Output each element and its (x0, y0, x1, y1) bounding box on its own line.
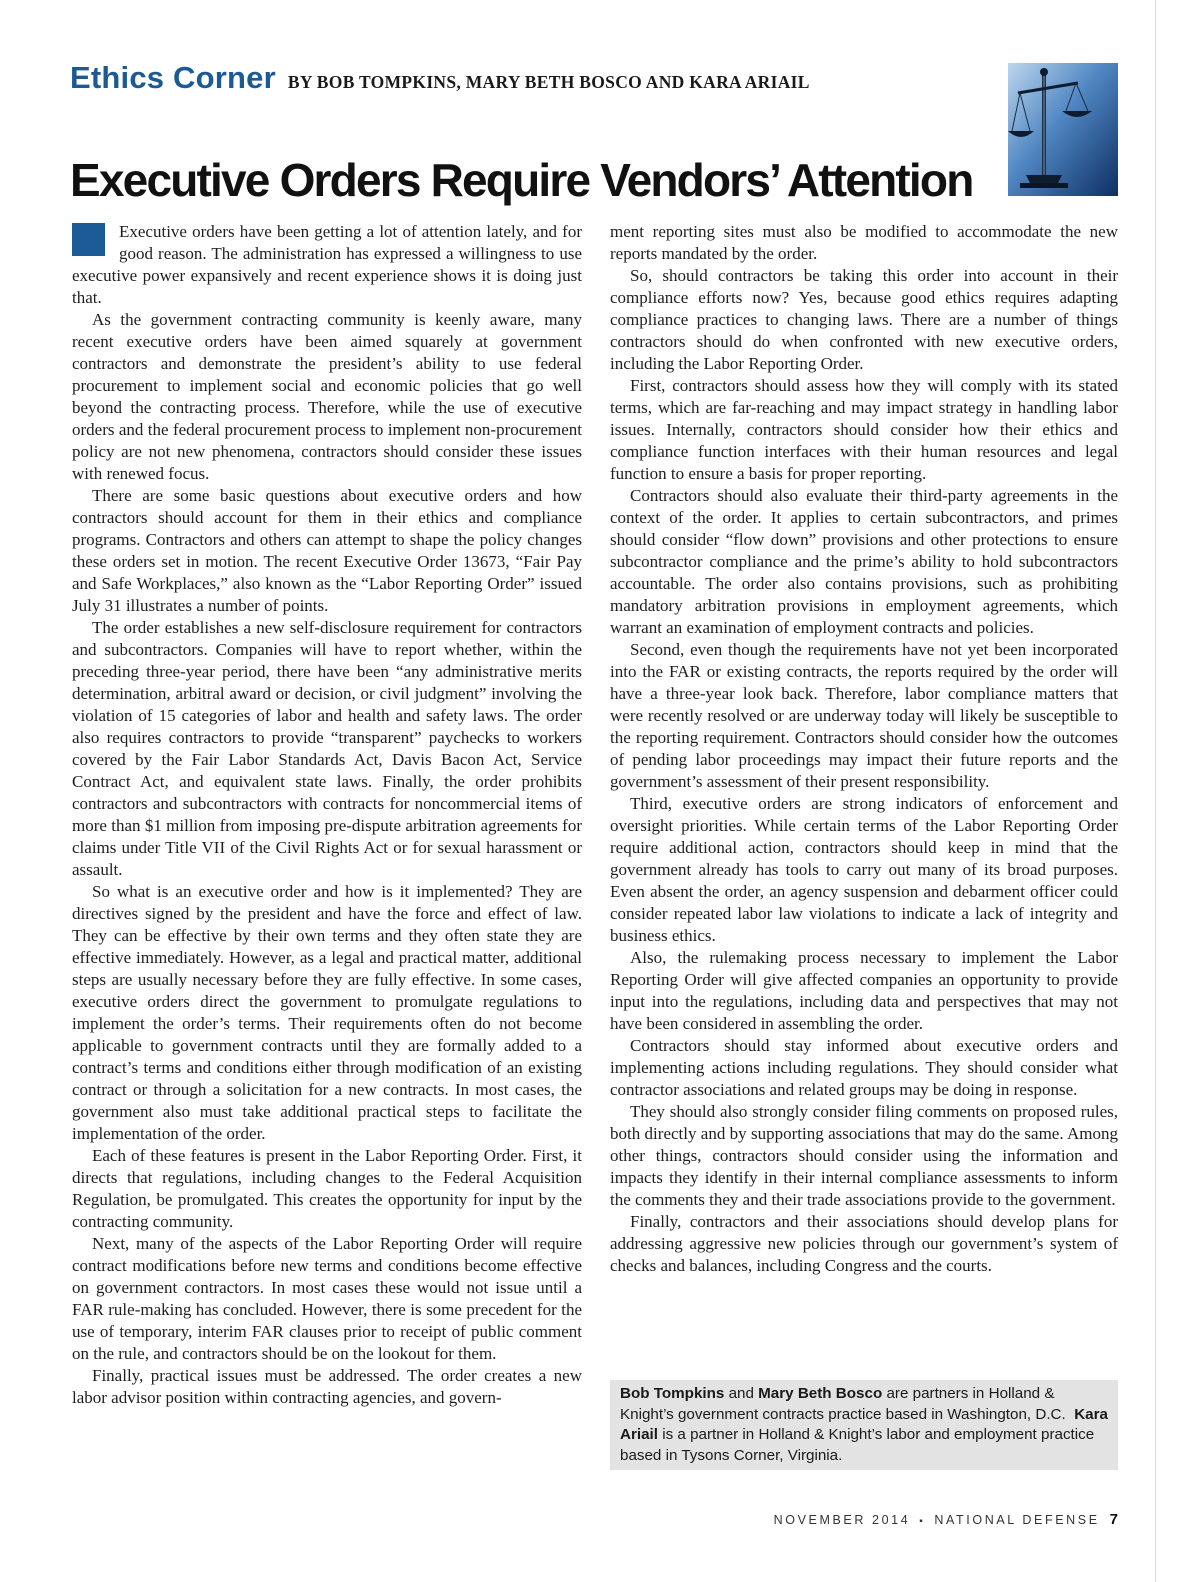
author-name: Kara Ariail (620, 1405, 1108, 1443)
paragraph: There are some basic questions about executive orders and how contractors should account for them in their ethics and compliance programs. Contractors and others can attempt to shape the policy changes these orders set in motion. The recent Executive Order 13673, “Fair Pay and Safe Workplaces,” also known as the “Labor Reporting Order” issued July 31 illustrates a number of points. (72, 486, 582, 615)
footer-separator: ▪ (919, 1516, 926, 1527)
paragraph: So what is an executive order and how is it implemented? They are directives signed by the president and have the force and effect of law. They can be effective by their own terms and they often state they are effective immediately. However, as a legal and practical matter, additional steps are usually necessary before they are fully effective. In some cases, executive orders direct the government to promulgate regulations to implement the order’s terms. Their requirements often do not become applicable to government contracts until they are formally added to a contract’s terms and conditions either through modification of an existing contract or through a solicitation for a new contracts. In most cases, the government also must take additional practical steps to facilitate the implementation of the order. (72, 882, 582, 1143)
author-bio: Bob Tompkins and Mary Beth Bosco are partners in Holland & Knight’s government contracts practice based in Washington, D.C. Kara Ariail is a partner in Holland & Knight’s labor and employment practice based in Tysons Corner, Virginia. (620, 1385, 1108, 1464)
paragraph: First, contractors should assess how they will comply with its stated terms, which are far-reaching and may impact strategy in handling labor issues. Internally, contractors should consider how their ethics and compliance function interfaces with their human resources and legal function to ensure a basis for proper reporting. (610, 376, 1118, 483)
section-title: Ethics Corner (70, 60, 276, 95)
paragraph: Third, executive orders are strong indicators of enforcement and oversight priorities. While certain terms of the Labor Reporting Order require additional action, contractors should keep in mind that the government already has tools to carry out many of its broad purposes. Even absent the order, an agency suspension and debarment officer could consider repeated labor law violations to indicate a lack of integrity and business ethics. (610, 794, 1118, 945)
paragraph: Finally, practical issues must be addressed. The order creates a new labor advisor position within contracting agencies, and govern- (72, 1366, 582, 1407)
paragraph: Contractors should stay informed about executive orders and implementing actions including regulations. They should consider what contractor associations and related groups may be doing in response. (610, 1036, 1118, 1099)
page-footer (774, 1511, 1118, 1528)
paragraph: Also, the rulemaking process necessary to implement the Labor Reporting Order will give affected companies an opportunity to provide input into the regulations, including data and perspectives that may not have been considered in assembling the order. (610, 948, 1118, 1033)
paragraph: Second, even though the requirements have not yet been incorporated into the FAR or existing contracts, the reports required by the order will have a three-year look back. Therefore, labor compliance matters that were recently resolved or are underway today will likely be susceptible to the reporting requirement. Contractors should consider how the outcomes of pending labor proceedings may impact their future reports and the government’s assessment of their present responsibility. (610, 640, 1118, 791)
issue-date: NOVEMBER 2014 (773, 1513, 911, 1527)
page-edge-line (1155, 0, 1156, 1582)
paragraph: Each of these features is present in the Labor Reporting Order. First, it directs that regulations, including changes to the Federal Acquisition Regulation, be promulgated. This creates the opportunity for input by the contracting community. (72, 1146, 582, 1231)
paragraph: Executive orders have been getting a lot of attention lately, and for good reason. The administration has expressed a willingness to use executive power expansively and recent experience shows it is doing just that. (72, 222, 582, 307)
byline: BY BOB TOMPKINS, MARY BETH BOSCO AND KARA ARIAIL (287, 72, 810, 92)
publication-name: NATIONAL DEFENSE (934, 1513, 1100, 1527)
paragraph: As the government contracting community is keenly aware, many recent executive orders have been aimed squarely at government contractors and demonstrate the president’s ability to use federal procurement to implement social and economic policies that go well beyond the contracting process. Therefore, while the use of executive orders and the federal procurement process to implement non-procurement policy are not new phenomena, contractors should consider these issues with renewed focus. (72, 310, 582, 483)
article-column-left (72, 221, 582, 1409)
scales-of-justice-photo (1008, 63, 1118, 196)
paragraph: The order establishes a new self-disclosure requirement for contractors and subcontractors. Companies will have to report whether, within the preceding three-year period, there have been “any administrative merits determination, arbitral award or decision, or civil judgment” involving the violation of 15 categories of labor and health and safety laws. The order also requires contractors to provide “transparent” paychecks to workers covered by the Fair Labor Standards Act, Davis Bacon Act, Service Contract Act, and equivalent state laws. Finally, the order prohibits contractors and subcontractors with contracts for noncommercial items of more than $1 million from imposing pre-dispute arbitration agreements for claims under Title VII of the Civil Rights Act or for sexual harassment or assault. (72, 618, 582, 879)
author-name: Mary Beth Bosco (758, 1385, 883, 1402)
paragraph: They should also strongly consider filing comments on proposed rules, both directly and by supporting associations that may do the same. Among other things, contractors should consider using the information and impacts they identify in their internal compliance assessments to inform the comments they and their trade associations provide to the government. (610, 1102, 1118, 1209)
paragraph: Contractors should also evaluate their third-party agreements in the context of the order. It applies to certain subcontractors, and primes should consider “flow down” provisions and other protections to ensure subcontractor compliance and the prime’s ability to hold subcontractors accountable. The order also contains provisions, such as prohibiting mandatory arbitration provisions in employment agreements, which warrant an examination of employment contracts and policies. (610, 486, 1118, 637)
paragraph: Finally, contractors and their associations should develop plans for addressing aggressive new policies through our government’s system of checks and balances, including Congress and the courts. (610, 1212, 1118, 1275)
article-headline: Executive Orders Require Vendors’ Attention (70, 154, 973, 206)
author-name: Bob Tompkins (620, 1385, 725, 1402)
paragraph: ment reporting sites must also be modified to accommodate the new reports mandated by the order. (610, 222, 1118, 263)
article-column-right (610, 221, 1118, 1277)
page-number: 7 (1109, 1511, 1118, 1528)
drop-cap-square (72, 223, 105, 256)
paragraph: So, should contractors be taking this order into account in their compliance efforts now? Yes, because good ethics requires adapting compliance practices to changing laws. There are a number of things contractors should do when confronted with new executive orders, including the Labor Reporting Order. (610, 266, 1118, 373)
paragraph: Next, many of the aspects of the Labor Reporting Order will require contract modifications before new terms and conditions become effective on government contractors. In most cases these would not issue until a FAR rule-making has concluded. However, there is some precedent for the use of temporary, interim FAR clauses prior to receipt of public comment on the rule, and contractors should be on the lookout for them. (72, 1234, 582, 1363)
article-header (70, 60, 810, 100)
author-bio-box (610, 1380, 1118, 1470)
